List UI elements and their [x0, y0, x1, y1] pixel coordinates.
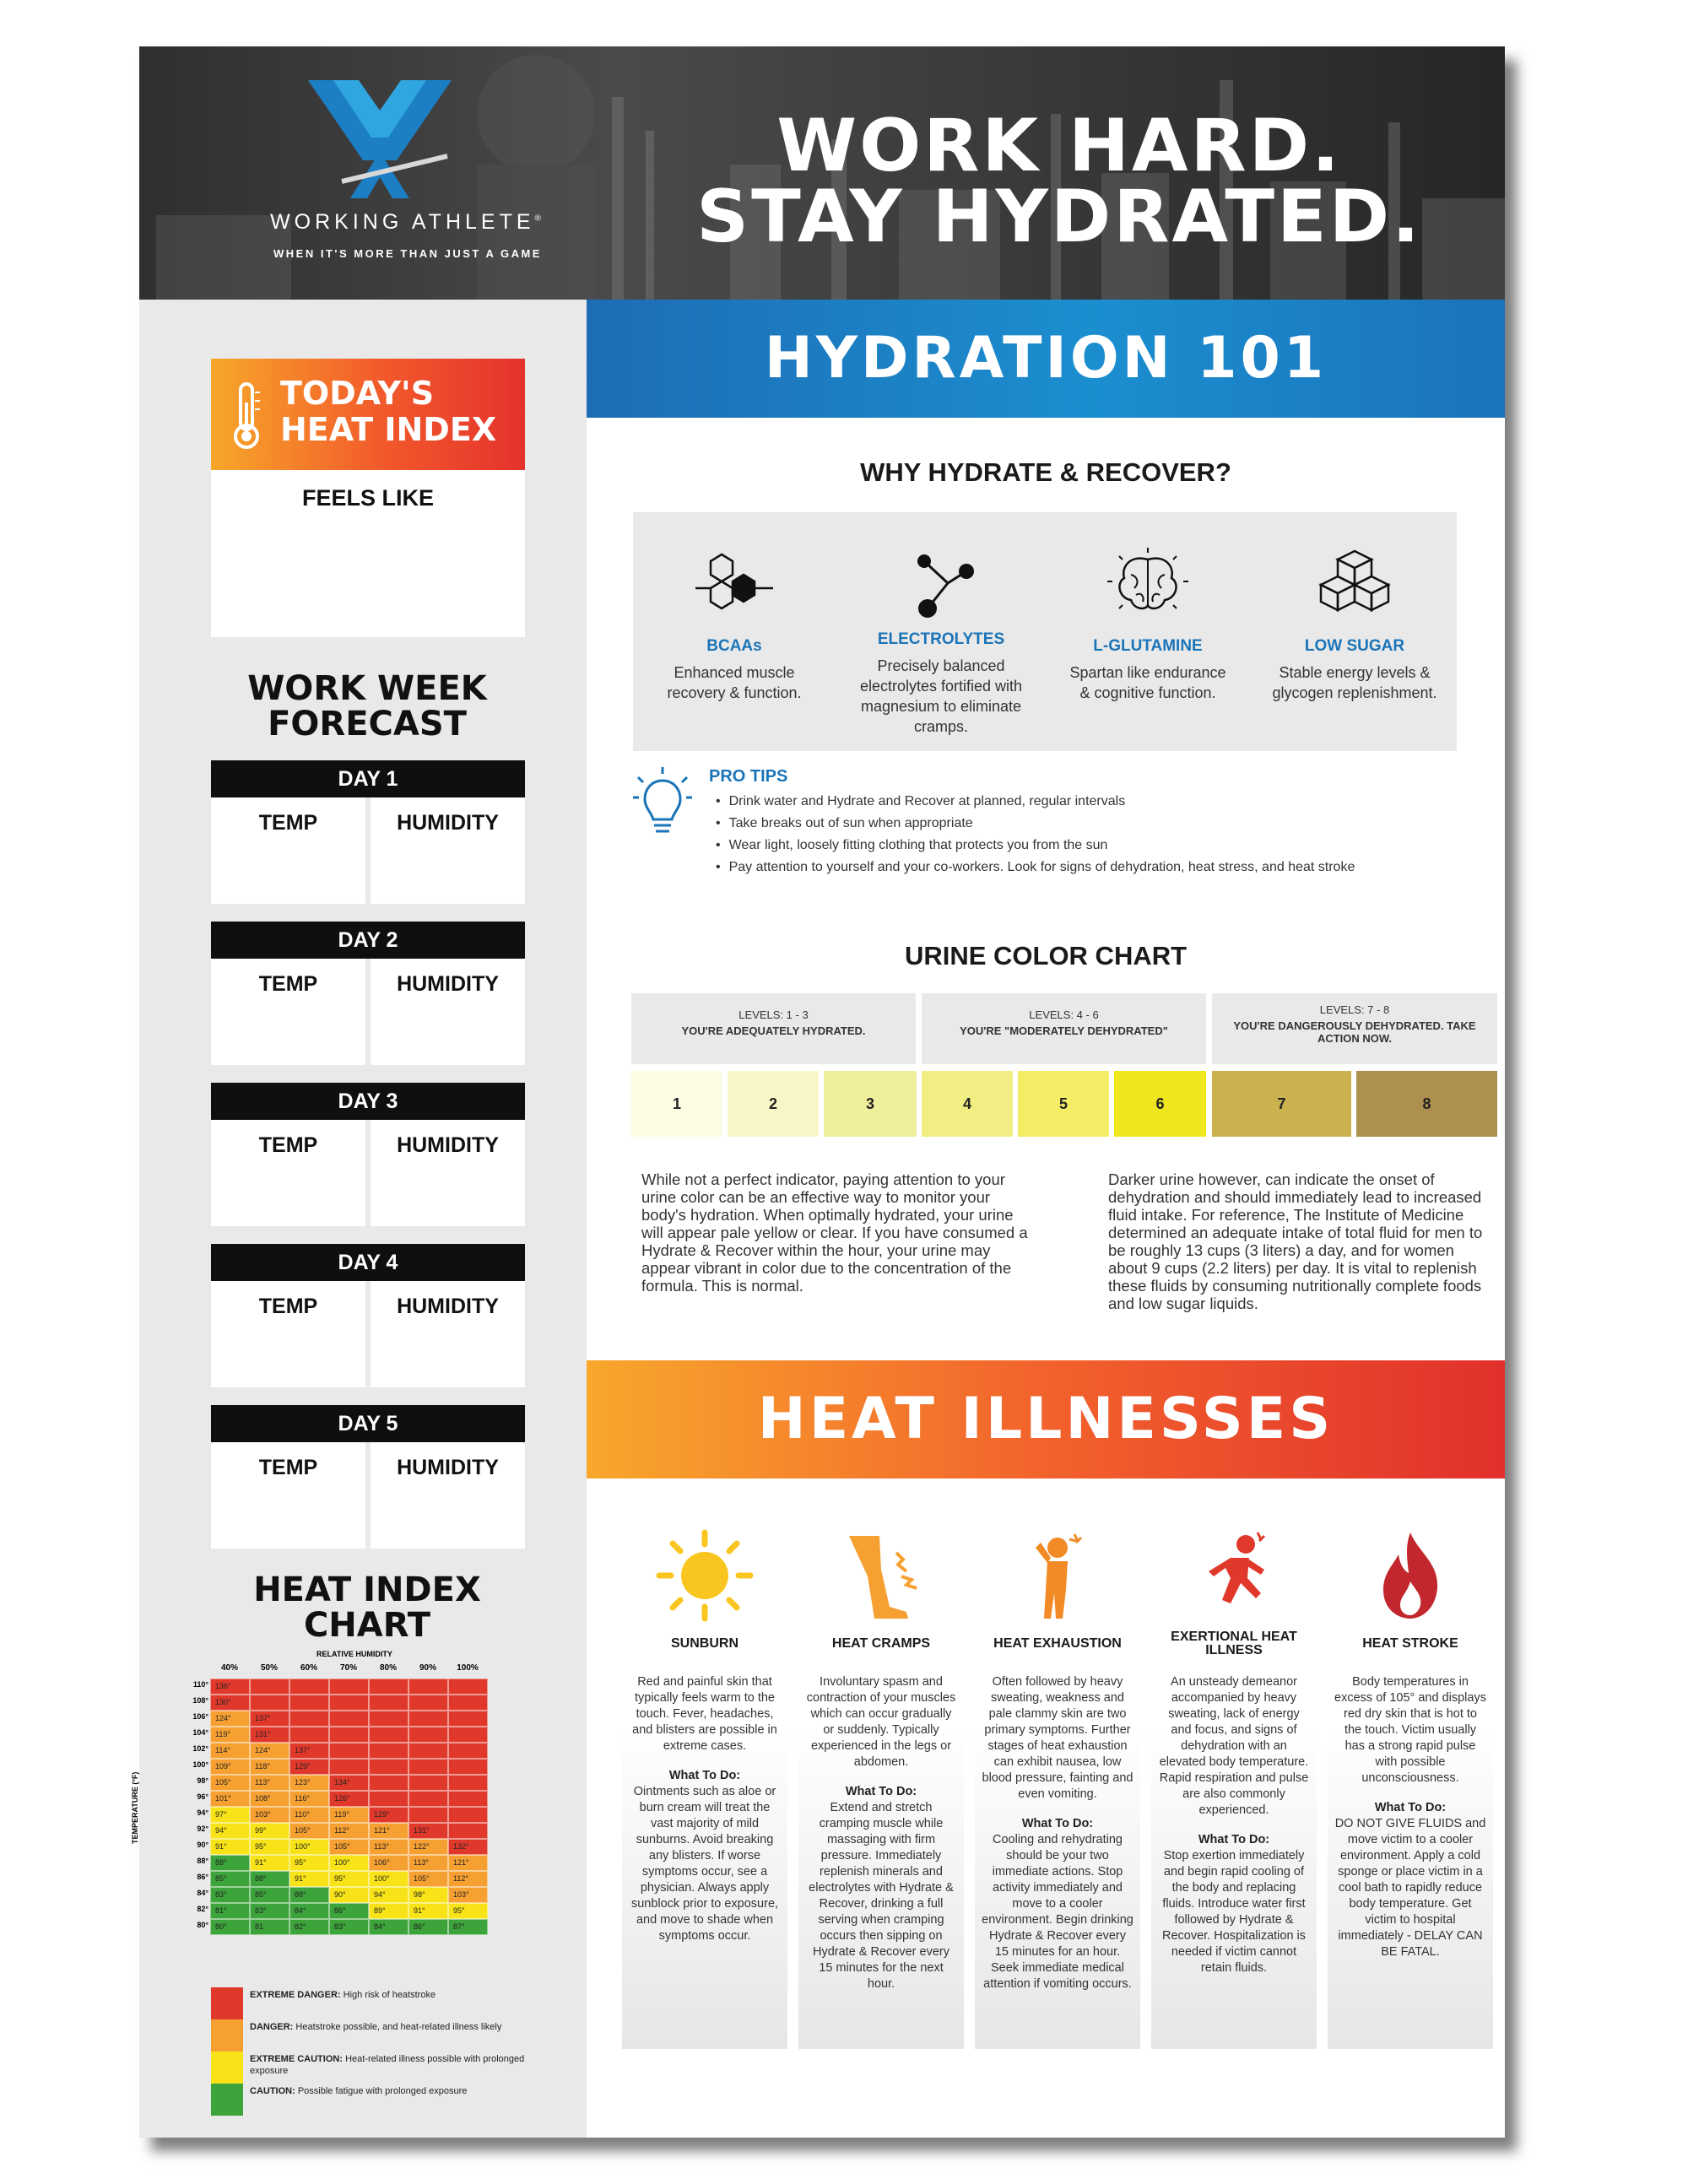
- urine-swatch: 7: [1212, 1071, 1351, 1137]
- heat-index-title-line-1: TODAY'S: [280, 375, 435, 412]
- brain-icon: [1106, 546, 1190, 622]
- levels-label: LEVELS: 4 - 6: [1029, 1008, 1099, 1021]
- heat-illnesses-banner: HEAT ILLNESSES: [587, 1360, 1505, 1479]
- heat-index-cell: [408, 1775, 448, 1791]
- heat-index-cell: 113°: [408, 1855, 448, 1871]
- temperature-row-header: 96°: [197, 1792, 208, 1801]
- heat-index-chart-title-line-1: HEAT INDEX: [253, 1570, 481, 1609]
- legend-description: Heatstroke possible, and heat-related illness likely: [295, 2022, 502, 2032]
- heat-index-cell: 123°: [289, 1775, 329, 1791]
- temperature-row-header: 94°: [197, 1808, 208, 1817]
- heat-index-cell: [289, 1711, 329, 1727]
- temperature-row-header: 102°: [192, 1744, 208, 1753]
- temp-field: TEMP: [211, 1442, 365, 1549]
- treatment-text: Extend and stretch cramping muscle while massaging with firm pressure. Immediately replenish minerals and electrolytes with Hydrate & Recover, drinking a full serving when cramping occurs then sipping on Hydrate & Recover every 15 minutes for the next hour.: [809, 1801, 954, 1991]
- heat-index-cell: 134°: [329, 1775, 369, 1791]
- legend-label: DANGER:: [250, 2022, 294, 2032]
- forecast-title: [190, 671, 544, 742]
- why-item-bcaas: [633, 512, 836, 751]
- item-name: ELECTROLYTES: [877, 630, 1005, 648]
- pro-tips-list: [716, 791, 1355, 878]
- heat-index-cell: [448, 1743, 488, 1759]
- symptoms-text: Body temperatures in excess of 105° and displays red dry skin that is hot to the touch. Victim usually has a strong rapid pulse with possible unconsciousness.: [1334, 1675, 1486, 1785]
- heat-index-cell: 82°: [289, 1919, 329, 1935]
- temperature-row-header: 90°: [197, 1841, 208, 1849]
- heat-index-cell: 119°: [210, 1727, 250, 1743]
- header-banner: [139, 46, 1505, 300]
- item-description: Precisely balanced electrolytes fortified with magnesium to eliminate cramps.: [859, 657, 1023, 735]
- item-description: Enhanced muscle recovery & function.: [667, 664, 802, 701]
- heat-index-cell: 113°: [369, 1839, 408, 1855]
- legend-label: CAUTION:: [250, 2086, 295, 2096]
- heat-index-cell: [369, 1695, 408, 1711]
- heat-index-cell: 113°: [250, 1775, 289, 1791]
- temperature-row-header: 92°: [197, 1825, 208, 1833]
- illness-heat-exhaustion: [975, 1512, 1140, 2049]
- heat-index-cell: 83°: [329, 1919, 369, 1935]
- item-name: L-GLUTAMINE: [1093, 637, 1203, 655]
- urine-group-moderate: [922, 993, 1206, 1064]
- symptoms-text: Red and painful skin that typically feels warm to the touch. Fever, headaches, and blisters are possible in extreme cases.: [632, 1675, 777, 1753]
- temp-field: TEMP: [211, 1281, 365, 1387]
- heat-index-cell: 121°: [448, 1855, 488, 1871]
- heat-index-cell: 87°: [448, 1919, 488, 1935]
- heat-index-title-line-2: HEAT INDEX: [280, 411, 497, 448]
- heat-index-cell: [448, 1775, 488, 1791]
- urine-swatch: 1: [631, 1071, 722, 1137]
- working-athlete-logo-icon: [308, 72, 452, 198]
- heat-index-cell: 95°: [289, 1855, 329, 1871]
- heat-index-cell: [329, 1743, 369, 1759]
- legend-text: [250, 2053, 537, 2077]
- legend-description: Possible fatigue with prolonged exposure: [297, 2086, 468, 2096]
- heat-index-cell: [369, 1775, 408, 1791]
- illness-sunburn: [622, 1512, 787, 2049]
- heat-index-cell: 94°: [210, 1823, 250, 1839]
- heat-index-cell: [369, 1759, 408, 1775]
- urine-group-dangerous: [1212, 993, 1497, 1064]
- humidity-column-header: 80%: [379, 1663, 397, 1673]
- symptoms-text: Involuntary spasm and contraction of your muscles which can occur gradually or suddenly. Typically experienced in the legs or abdomen.: [806, 1675, 956, 1769]
- list-item: • Take breaks out of sun when appropriate: [716, 813, 1355, 835]
- heat-index-title: [280, 376, 496, 448]
- heat-index-banner: [211, 359, 525, 470]
- heat-index-cell: 137°: [289, 1743, 329, 1759]
- heat-index-cell: 126°: [329, 1791, 369, 1807]
- humidity-column-header: 40%: [220, 1663, 238, 1673]
- urine-paragraph-right: Darker urine however, can indicate the onset of dehydration and should immediately lead to increased fluid intake. For reference, The Institute of Medicine determined an adequate intake of total fluid for men to be roughly 13 cups (3 liters) a day, and for women about 9 cups (2.2 liters) per day. It is vital to replenish these fluids by consuming nutritionally complete foods and low sugar liquids.: [1108, 1170, 1483, 1312]
- heat-index-cell: 109°: [210, 1759, 250, 1775]
- heat-index-cell: 101°: [210, 1791, 250, 1807]
- temperature-row-header: 84°: [197, 1889, 208, 1897]
- humidity-field: HUMIDITY: [371, 1442, 525, 1549]
- legend-item: [211, 2084, 565, 2114]
- symptoms-text: An unsteady demeanor accompanied by heavy sweating, lack of energy and focus, and signs of dehydration with an elevated body temperature. Rapid respiration and pulse are also commonly experienced.: [1159, 1675, 1309, 1817]
- urine-swatch: 5: [1018, 1071, 1109, 1137]
- heat-index-cell: [329, 1759, 369, 1775]
- brand-name: WORKING ATHLETE®: [270, 210, 545, 234]
- legend-swatch: [211, 2019, 243, 2052]
- temp-field: TEMP: [211, 959, 365, 1065]
- hydration-101-banner: HYDRATION 101: [587, 300, 1505, 418]
- heat-index-cell: 85°: [250, 1887, 289, 1903]
- heat-index-cell: [289, 1679, 329, 1695]
- forecast-day-3: [211, 1083, 525, 1226]
- headline-line-1: WORK HARD.: [776, 104, 1342, 188]
- temperature-row-header: 86°: [197, 1873, 208, 1881]
- heat-index-cell: 119°: [329, 1807, 369, 1823]
- heat-index-cell: [448, 1823, 488, 1839]
- temperature-row-header: 80°: [197, 1921, 208, 1929]
- what-to-do-label: What To Do:: [1198, 1833, 1270, 1846]
- why-hydrate-panel: [633, 512, 1457, 751]
- heat-index-cell: 116°: [289, 1791, 329, 1807]
- heat-index-cell: [448, 1759, 488, 1775]
- heat-index-cell: [329, 1711, 369, 1727]
- heat-index-cell: 98°: [408, 1887, 448, 1903]
- heat-index-cell: 85°: [210, 1871, 250, 1887]
- urine-paragraph-left: While not a perfect indicator, paying attention to your urine color can be an effective way to monitor your body's hydration. When optimally hydrated, your urine will appear pale yellow or clear. If you have consumed a Hydrate & Recover within the hour, your urine may appear vibrant in color due to the concentration of the formula. This is normal.: [641, 1170, 1028, 1295]
- heat-index-cell: [408, 1679, 448, 1695]
- status-label: YOU'RE DANGEROUSLY DEHYDRATED. TAKE ACTION NOW.: [1233, 1019, 1476, 1045]
- heat-index-cell: 136°: [210, 1679, 250, 1695]
- illness-heat-stroke: [1328, 1512, 1493, 2049]
- heat-index-cell: 88°: [210, 1855, 250, 1871]
- heat-index-cell: 91°: [408, 1903, 448, 1919]
- heat-index-cell: 88°: [250, 1871, 289, 1887]
- humidity-field: HUMIDITY: [371, 1281, 525, 1387]
- exhausted-person-icon: [1007, 1529, 1108, 1622]
- what-to-do-label: What To Do:: [1374, 1801, 1447, 1814]
- heat-index-cell: 90°: [329, 1887, 369, 1903]
- heat-index-cell: 84°: [369, 1919, 408, 1935]
- heat-index-cell: 112°: [448, 1871, 488, 1887]
- heat-index-cell: 106°: [369, 1855, 408, 1871]
- forecast-day-1: [211, 760, 525, 904]
- heat-index-cell: 81°: [210, 1903, 250, 1919]
- illness-description: [1158, 1674, 1310, 1976]
- heat-index-cell: 129°: [289, 1759, 329, 1775]
- leg-cramp-icon: [830, 1529, 932, 1622]
- urine-swatch: 3: [824, 1071, 917, 1137]
- forecast-day-2: [211, 922, 525, 1065]
- heat-index-cell: 84°: [289, 1903, 329, 1919]
- heat-index-chart-title: [190, 1572, 544, 1643]
- urine-swatch: 6: [1114, 1071, 1206, 1137]
- feels-like-label: FEELS LIKE: [301, 485, 434, 511]
- temperature-row-header: 108°: [192, 1696, 208, 1705]
- heat-index-cell: 95°: [250, 1839, 289, 1855]
- running-person-icon: [1183, 1529, 1285, 1622]
- temperature-axis-label: TEMPERATURE (°F): [131, 1771, 139, 1844]
- forecast-day-5: [211, 1405, 525, 1549]
- day-label: DAY 3: [211, 1083, 525, 1120]
- temperature-row-header: 110°: [192, 1680, 208, 1689]
- heat-index-cell: [448, 1679, 488, 1695]
- status-label: YOU'RE ADEQUATELY HYDRATED.: [681, 1024, 866, 1037]
- heat-index-cell: 110°: [289, 1807, 329, 1823]
- illness-description: [982, 1674, 1133, 1992]
- humidity-field: HUMIDITY: [371, 1120, 525, 1226]
- heat-index-cell: [408, 1759, 448, 1775]
- sun-icon: [654, 1529, 755, 1622]
- heat-index-cell: [448, 1727, 488, 1743]
- heat-index-cell: 91°: [210, 1839, 250, 1855]
- heat-index-cell: 100°: [369, 1871, 408, 1887]
- lightbulb-icon: [633, 765, 692, 841]
- urine-group-hydrated: [631, 993, 916, 1064]
- heat-index-cell: [369, 1743, 408, 1759]
- heat-index-cell: 132°: [448, 1839, 488, 1855]
- humidity-field: HUMIDITY: [371, 797, 525, 904]
- illness-description: [629, 1674, 781, 1944]
- levels-label: LEVELS: 1 - 3: [738, 1008, 809, 1021]
- heat-index-cell: 105°: [210, 1775, 250, 1791]
- heat-index-cell: 91°: [289, 1871, 329, 1887]
- headline-line-2: STAY HYDRATED.: [696, 175, 1422, 259]
- why-item-electrolytes: [840, 512, 1042, 751]
- heat-index-cell: 80°: [210, 1919, 250, 1935]
- heat-index-cell: 118°: [250, 1759, 289, 1775]
- legend-description: High risk of heatstroke: [343, 1990, 436, 2000]
- illness-name: SUNBURN: [671, 1636, 738, 1651]
- heat-index-cell: 95°: [329, 1871, 369, 1887]
- relative-humidity-label: RELATIVE HUMIDITY: [316, 1650, 392, 1658]
- heat-index-cell: 112°: [329, 1823, 369, 1839]
- treatment-text: Ointments such as aloe or burn cream will treat the vast majority of mild sunburns. Avoid breaking any blisters. If worse symptoms occur, see a physician. Always apply sunblock prior to exposure, and move to shade when symptoms occur.: [630, 1785, 779, 1943]
- heat-index-cell: 83°: [210, 1887, 250, 1903]
- flame-icon: [1360, 1529, 1461, 1622]
- todays-heat-index-card: [211, 359, 525, 637]
- status-label: YOU'RE "MODERATELY DEHYDRATED": [960, 1024, 1168, 1037]
- day-label: DAY 5: [211, 1405, 525, 1442]
- legend-swatch: [211, 2052, 243, 2084]
- temperature-row-header: 106°: [192, 1712, 208, 1721]
- sidebar: [131, 300, 587, 2138]
- legend-item: [211, 1987, 565, 2018]
- item-name: LOW SUGAR: [1304, 637, 1405, 655]
- sugar-cubes-icon: [1312, 546, 1397, 622]
- illness-heat-cramps: [798, 1512, 964, 2049]
- legend-item: [211, 2052, 565, 2082]
- legend-item: [211, 2019, 565, 2050]
- heat-index-cell: [369, 1791, 408, 1807]
- heat-index-cell: 122°: [408, 1839, 448, 1855]
- heat-index-cell: 131°: [408, 1823, 448, 1839]
- legend-swatch: [211, 1987, 243, 2019]
- heat-index-cell: 121°: [369, 1823, 408, 1839]
- heat-index-cell: 95°: [448, 1903, 488, 1919]
- poster: [131, 46, 1505, 2138]
- heat-index-cell: 105°: [289, 1823, 329, 1839]
- pro-tips-title: PRO TIPS: [709, 767, 788, 786]
- temperature-row-header: 98°: [197, 1776, 208, 1785]
- what-to-do-label: What To Do:: [845, 1785, 917, 1798]
- heat-index-cell: [369, 1711, 408, 1727]
- humidity-field: HUMIDITY: [371, 959, 525, 1065]
- heat-index-cell: [408, 1743, 448, 1759]
- electrolyte-icon: [899, 546, 983, 622]
- heat-index-cell: 89°: [369, 1903, 408, 1919]
- heat-index-cell: 99°: [250, 1823, 289, 1839]
- item-description: Spartan like endurance & cognitive function.: [1069, 664, 1226, 701]
- heat-index-cell: [369, 1727, 408, 1743]
- temperature-row-header: 88°: [197, 1857, 208, 1865]
- humidity-column-header: 60%: [300, 1663, 317, 1673]
- legend-label: EXTREME DANGER:: [250, 1990, 341, 2000]
- heat-index-cell: 81: [250, 1919, 289, 1935]
- humidity-column-header: 90%: [419, 1663, 436, 1673]
- item-description: Stable energy levels & glycogen replenishment.: [1272, 664, 1437, 701]
- heat-index-cell: 129°: [369, 1807, 408, 1823]
- heat-index-cell: [408, 1791, 448, 1807]
- levels-label: LEVELS: 7 - 8: [1319, 1003, 1390, 1016]
- day-label: DAY 2: [211, 922, 525, 959]
- heat-index-cell: [448, 1695, 488, 1711]
- brand-tagline: WHEN IT'S MORE THAN JUST A GAME: [273, 247, 542, 260]
- heat-index-cell: 83°: [250, 1903, 289, 1919]
- why-item-l-glutamine: [1047, 512, 1249, 751]
- illness-description: [1334, 1674, 1486, 1960]
- why-item-low-sugar: [1253, 512, 1456, 751]
- heat-index-cell: [408, 1695, 448, 1711]
- thermometer-icon: [230, 381, 263, 450]
- urine-swatch: 8: [1356, 1071, 1497, 1137]
- treatment-text: DO NOT GIVE FLUIDS and move victim to a cooler environment. Apply a cold sponge or place victim in a cool bath to rapidly reduce body temperature. Get victim to hospital immediately - DELAY CAN BE FATAL.: [1334, 1817, 1486, 1959]
- heat-index-cell: [250, 1679, 289, 1695]
- forecast-title-line-2: FORECAST: [268, 705, 467, 743]
- heat-index-cell: [408, 1711, 448, 1727]
- humidity-column-header: 100%: [457, 1663, 479, 1673]
- heat-index-cell: 124°: [210, 1711, 250, 1727]
- urine-swatch: 4: [922, 1071, 1013, 1137]
- temp-field: TEMP: [211, 1120, 365, 1226]
- illness-exertional-heat: [1151, 1512, 1317, 2049]
- heat-index-cell: 124°: [250, 1743, 289, 1759]
- urine-chart-title: URINE COLOR CHART: [904, 941, 1188, 970]
- humidity-column-header: 50%: [260, 1663, 278, 1673]
- illness-name: HEAT EXHAUSTION: [993, 1636, 1122, 1651]
- heat-index-cell: [289, 1695, 329, 1711]
- heat-index-cell: 94°: [369, 1887, 408, 1903]
- heat-index-cell: 131°: [250, 1727, 289, 1743]
- urine-swatch: 2: [728, 1071, 819, 1137]
- heat-index-cell: [448, 1711, 488, 1727]
- temperature-row-header: 82°: [197, 1905, 208, 1913]
- heat-index-cell: [250, 1695, 289, 1711]
- heat-index-cell: 100°: [329, 1855, 369, 1871]
- heat-index-cell: 130°: [210, 1695, 250, 1711]
- forecast-title-line-1: WORK WEEK: [247, 669, 487, 708]
- heat-index-cell: 88°: [289, 1887, 329, 1903]
- heat-index-cell: [369, 1679, 408, 1695]
- list-item: • Wear light, loosely fitting clothing that protects you from the sun: [716, 835, 1355, 857]
- day-label: DAY 1: [211, 760, 525, 797]
- heat-index-cell: 114°: [210, 1743, 250, 1759]
- pro-tips: [633, 765, 1457, 892]
- what-to-do-label: What To Do:: [668, 1769, 741, 1782]
- heat-index-cell: 105°: [329, 1839, 369, 1855]
- temperature-row-header: 100°: [192, 1760, 208, 1769]
- heat-index-chart-title-line-2: CHART: [303, 1606, 431, 1645]
- heat-index-cell: 103°: [448, 1887, 488, 1903]
- heat-index-cell: [329, 1727, 369, 1743]
- temp-field: TEMP: [211, 797, 365, 904]
- heat-index-cell: 108°: [250, 1791, 289, 1807]
- heat-index-cell: 105°: [408, 1871, 448, 1887]
- temperature-row-header: 104°: [192, 1728, 208, 1737]
- headline: [637, 104, 1481, 259]
- why-hydrate-title: WHY HYDRATE & RECOVER?: [860, 457, 1231, 487]
- illness-name: HEAT CRAMPS: [831, 1636, 931, 1651]
- treatment-text: Cooling and rehydrating should be your two immediate actions. Stop activity immediately and move to a cooler environment. Begin drinking Hydrate & Recover every 15 minutes for an hour. Seek immediate medical attention if vomiting occurs.: [982, 1833, 1133, 1991]
- heat-index-cell: 103°: [250, 1807, 289, 1823]
- legend-text: [250, 1989, 537, 2001]
- heat-index-cell: 100°: [289, 1839, 329, 1855]
- item-name: BCAAs: [706, 637, 762, 655]
- heat-index-cell: [289, 1727, 329, 1743]
- heat-index-cell: [329, 1695, 369, 1711]
- heat-index-cell: 86°: [408, 1919, 448, 1935]
- illness-description: [805, 1674, 957, 1992]
- heat-index-cell: [408, 1807, 448, 1823]
- list-item: • Pay attention to yourself and your co-workers. Look for signs of dehydration, heat stress, and heat stroke: [716, 857, 1355, 878]
- heat-index-cell: 91°: [250, 1855, 289, 1871]
- day-label: DAY 4: [211, 1244, 525, 1281]
- legend-swatch: [211, 2084, 243, 2116]
- legend-label: EXTREME CAUTION:: [250, 2054, 343, 2064]
- list-item: • Drink water and Hydrate and Recover at planned, regular intervals: [716, 791, 1355, 813]
- treatment-text: Stop exertion immediately and begin rapid cooling of the body and replacing fluids. Introduce water first followed by Hydrate & Recover. Hospitalization is needed if victim cannot retain fluids.: [1161, 1849, 1307, 1975]
- heat-index-cell: [329, 1679, 369, 1695]
- what-to-do-label: What To Do:: [1021, 1817, 1094, 1830]
- illness-name: EXERTIONAL HEAT ILLNESS: [1171, 1630, 1297, 1657]
- heat-index-cell: [408, 1727, 448, 1743]
- forecast-day-4: [211, 1244, 525, 1387]
- heat-index-cell: 137°: [250, 1711, 289, 1727]
- legend-description: Heat-related illness possible with prolonged exposure: [250, 2054, 525, 2076]
- legend-text: [250, 2021, 537, 2033]
- illness-name: HEAT STROKE: [1362, 1636, 1458, 1651]
- legend-text: [250, 2085, 537, 2097]
- heat-index-cell: [448, 1807, 488, 1823]
- heat-index-cell: 97°: [210, 1807, 250, 1823]
- humidity-column-header: 70%: [339, 1663, 357, 1673]
- heat-index-cell: 86°: [329, 1903, 369, 1919]
- symptoms-text: Often followed by heavy sweating, weakness and pale clammy skin are two primary symptoms. Further stages of heat exhaustion can exhibit nausea, low blood pressure, fainting and even vomiting.: [982, 1675, 1133, 1801]
- heat-index-cell: [448, 1791, 488, 1807]
- molecule-icon: [692, 546, 776, 622]
- heat-index-chart: [131, 1650, 587, 1954]
